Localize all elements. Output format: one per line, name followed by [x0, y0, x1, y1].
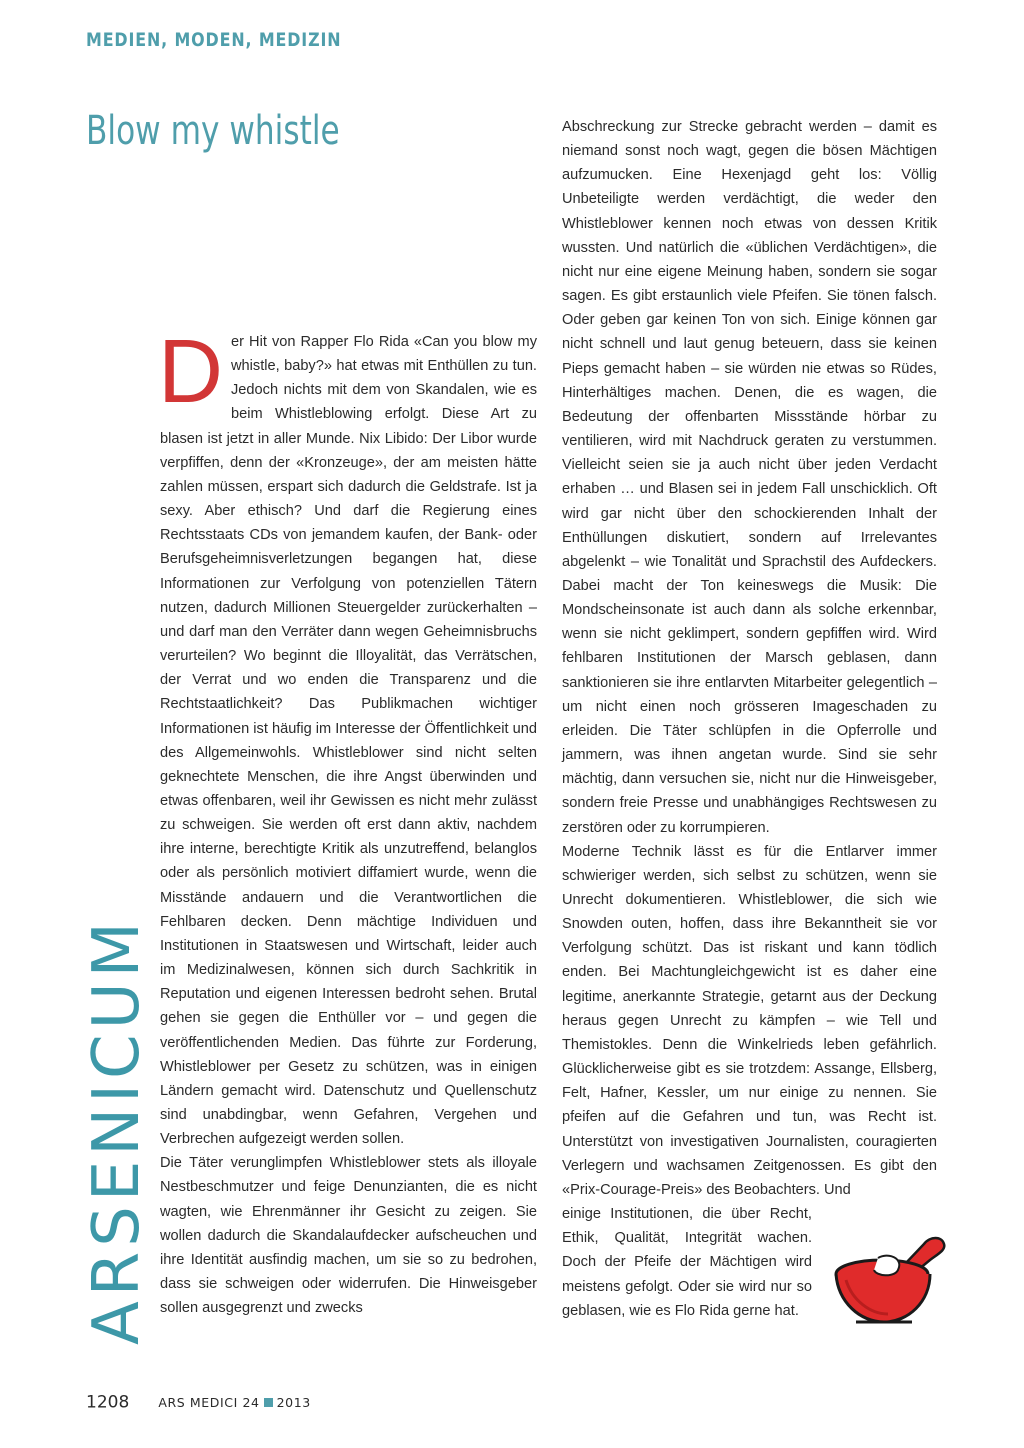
page-number: 1208 [86, 1392, 130, 1413]
page-footer [86, 1392, 311, 1413]
sidebar-label: ARSENICUM [80, 917, 154, 1345]
article-paragraph: Moderne Technik lässt es für die Entlarver immer schwieriger werden, sich selbst zu schützen, wenn sie Unrecht dokumentieren. Whistleblower, die sich wie Snowden outen, hoffen, dass ihre Bekanntheit sie vor Verfolgung schützt. Das ist riskant und kann tödlich enden. Bei Machtungleichgewicht ist es daher eine legitime, anerkannte Strategie, getarnt aus der Deckung heraus gegen Unrecht zu kämpfen – wie Tell und Themistokles. Denn die Winkelrieds leben gefährlich. Glücklicherweise gibt es sie trotzdem: Assange, Ellsberg, Felt, Hafner, Kessler, um nur einige zu nennen. Sie pfeifen auf die Gefahren und tun, was Recht ist. Unterstützt von investigativen Journalisten, couragierten Verlegern und wachsamen Zeitgenossen. Es gibt den «Prix-Courage-Preis» des Beobachters. Und [562, 843, 937, 1198]
square-separator-icon [264, 1398, 273, 1407]
drop-cap: D [158, 322, 223, 422]
article-paragraph: Abschreckung zur Strecke gebracht werden – damit es niemand sonst noch wagt, gegen die bösen Mächtigen aufzumucken. Eine Hexenjagd geht los: Völlig Unbeteiligte werden verdächtigt, die weder den Whistleblower kennen noch etwas von dessen Kritik wussten. Und natürlich die «üblichen Verdächtigen», die nicht nur eine eigene Meinung haben, sondern sie sogar sagen. Es gibt erstaunlich viele Pfeifen. Sie tönen falsch. Oder geben gar keinen Ton von sich. Einige können gar nicht schnell und laut genug beteuern, dass sie keinen Pieps gemacht haben – sie würden nie etwas so Rüdes, Hinterhältiges machen. Denen, die es wagen, die Bedeutung der offenbarten Missstände hörbar zu ventilieren, wird mit Nachdruck geraten zu verstummen. Vielleicht seien sie ja auch nicht über jeden Verdacht erhaben … und Blasen sei in jedem Fall unschicklich. Oft wird gar nicht über den schockierenden Inhalt der Enthüllungen diskutiert, sondern auf Irrelevantes abgelenkt – wie Tonalität und Sprachstil des Aufdeckers. Dabei macht der Ton keineswegs die Musik: Die Mondscheinsonate ist auch dann als solche erkennbar, wenn sie nicht geklimpert, sondern gepfiffen wird. Wird fehlbaren Institutionen der Marsch geblasen, dann sanktionieren sie ihre entlarvten Mitarbeiter gelegentlich – um nicht einen noch grösseren Imageschaden zu erleiden. Die Täter schlüpfen in die Opferrolle und jammern, was ihnen angetan wurde. Sind sie sehr mächtig, dann versuchen sie, nicht nur die Hinweisgeber, sondern freie Presse und unabhängiges Rechtswesen zu zerstören oder zu korrumpieren. [562, 119, 937, 836]
article-paragraph: Die Täter verunglimpfen Whistleblower stets als illoyale Nestbeschmutzer und feige Denunzianten, die es nicht wagten, wie Ehrenmänner ihr Gesicht zu zeigen. Sie wollen dadurch die Skandalaufdecker aufscheuchen und ihre Identität ausfindig machen, um sie so zu bedrohen, dass sie schweigen oder widerrufen. Die Hinweisgeber sollen ausgegrenzt und zwecks [160, 1155, 537, 1317]
article-title: Blow my whistle [86, 108, 340, 154]
journal-name: ARS MEDICI 24 [158, 1395, 260, 1410]
article-paragraph-closing: einige Institutionen, die über Recht, Ethik, Qualität, Integrität wachen. Doch der Pfeife der Mächtigen wird meistens gefolgt. Oder sie wird nur so geblasen, wie es Flo Rida gerne hat. [562, 1206, 812, 1319]
article-column-right [562, 115, 937, 1323]
journal-year: 2013 [276, 1395, 311, 1410]
article-paragraph [158, 322, 537, 1151]
mortar-and-pestle-icon [826, 1230, 966, 1340]
paragraph-text: er Hit von Rapper Flo Rida «Can you blow my whistle, baby?» hat etwas mit Enthüllen zu tun. Jedoch nichts mit dem von Skandalen, wie es beim Whistleblowing erfolgt. Diese Art zu blasen ist jetzt in aller Munde. Nix Libido: Der Libor wurde verpfiffen, denn der «Kronzeuge», der am meisten hätte zahlen müssen, erspart sich dadurch die Geldstrafe. Ist ja sexy. Aber ethisch? Und darf die Regierung eines Rechtsstaats CDs von jemandem kaufen, der Bank- oder Berufsgeheimnisverletzungen begangen hat, diese Informationen zur Verfolgung von potenziellen Tätern nutzen, dadurch Millionen Steuergelder zurückerhalten – und darf man den Verräter dann wegen Geheimnisbruchs verurteilen? Wo beginnt die Illoyalität, das Verrätschen, der Verrat und wo enden die Transparenz und die Rechtstaatlichkeit? Das Publikmachen wichtiger Informationen ist häufig im Interesse der Öffentlichkeit und des Allgemeinwohls. Whistleblower sind nicht selten geknechtete Menschen, die ihre Angst überwinden und etwas offenbaren, weil ihr Gewissen es nicht mehr zulässt zu schweigen. Sie werden oft erst dann aktiv, nachdem ihre interne, berechtigte Kritik als unzutreffend, belanglos oder als persönlich motiviert diffamiert wurde, wenn die Misstände andauern und die Verantwortlichen die Fehlbaren decken. Denn mächtige Individuen und Institutionen in Staatswesen und Wirtschaft, leider auch im Medizinalwesen, können sich durch Sachkritik in Reputation und eigenen Interessen bedroht sehen. Brutal gehen sie gegen die Enthüller vor – und gegen die veröffentlichenden Medien. Das führte zur Forderung, Whistleblower per Gesetz zu schützen, was in einigen Ländern gemacht wird. Datenschutz und Quellenschutz sind unabdingbar, wenn Gefahren, Vergehen und Verbrechen aufgezeigt werden sollen. [160, 334, 537, 1148]
article-column-left [158, 322, 537, 1320]
section-header: MEDIEN, MODEN, MEDIZIN [86, 30, 342, 51]
